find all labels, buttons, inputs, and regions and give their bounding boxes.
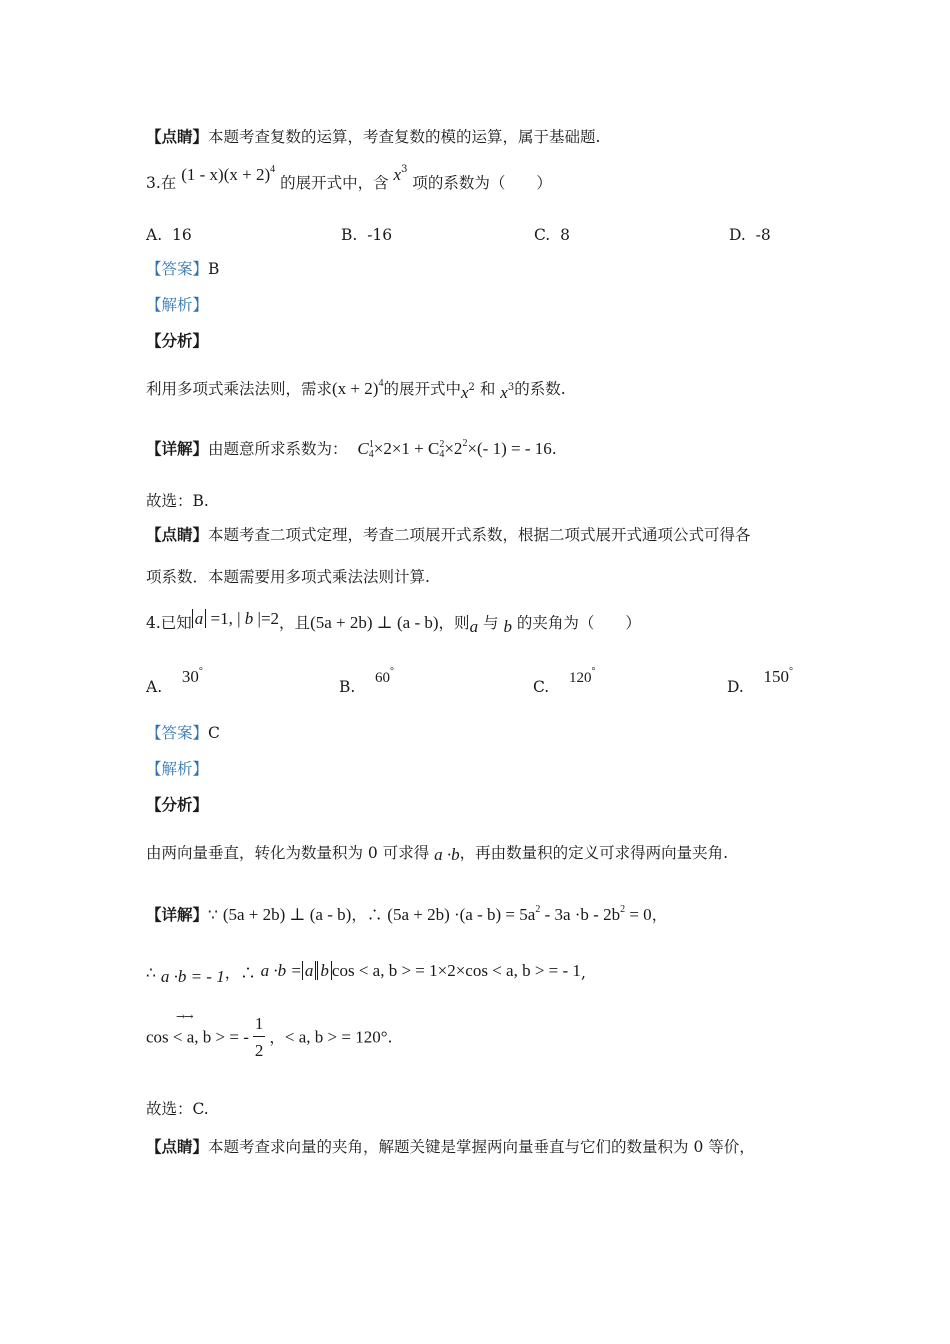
q4-tail: 的夹角为（ ） xyxy=(516,614,641,632)
option-value: -8 xyxy=(755,226,771,244)
fenxi-text-a: 由两向量垂直，转化为数量积为 0 可求得 xyxy=(146,844,430,862)
q4-number: 4.已知 xyxy=(146,614,192,632)
option-value xyxy=(375,666,395,686)
expansion-part2: - 3a ·b - 2b xyxy=(540,905,621,924)
dot-def-right: cos < a, b > = 1×2×cos < a, b > = - 1 xyxy=(331,961,581,980)
option-label: D. xyxy=(729,226,746,244)
q3-option-c xyxy=(534,224,570,246)
dot-def-left: a ·b = xyxy=(260,961,302,980)
point-text-1: 本题考查二项式定理，考查二项展开式系数，根据二项式展开式通项公式可得各 xyxy=(208,526,751,544)
option-label: B. xyxy=(341,226,358,244)
q3-analysis-tag: 【解析】 xyxy=(146,296,209,314)
fenxi-x2 xyxy=(461,384,475,402)
option-label: A. xyxy=(146,678,163,696)
degree-sign: ° xyxy=(198,666,203,677)
cos-expr: cos < a, b > = - xyxy=(146,1027,249,1047)
option-number: 30 xyxy=(181,667,199,686)
detail-c1-idx: 1 4 xyxy=(368,439,374,461)
fenxi-tag: 【分析】 xyxy=(146,331,209,350)
abs-a: a xyxy=(192,609,207,628)
cond2-value: =2 xyxy=(260,609,280,628)
detail-comma: ， xyxy=(351,906,367,924)
detail-formula-part3: ×(- 1) = - 16 xyxy=(467,439,552,458)
degree-sign: ° xyxy=(789,666,794,677)
detail-text: 由题意所求系数为： xyxy=(208,440,348,458)
option-number: 150 xyxy=(763,667,790,686)
point-text-1: 本题考查求向量的夹角，解题关键是掌握两向量垂直与它们的数量积为 0 等价， xyxy=(208,1138,755,1156)
fenxi-expr-base: (x + 2) xyxy=(332,379,379,398)
detail-perp: (5a + 2b) ⊥ (a - b) xyxy=(222,905,352,924)
because-sign: ∵ xyxy=(208,906,218,924)
expansion-part1: (5a + 2b) ·(a - b) = 5a xyxy=(387,905,536,924)
fenxi-expr xyxy=(332,379,383,398)
fraction-denominator: 2 xyxy=(254,1041,264,1060)
q4-and: ，且 xyxy=(279,614,311,632)
q4-answer xyxy=(146,722,220,744)
option-value: -16 xyxy=(367,226,393,244)
q3-stem-tail: 项的系数为（ ） xyxy=(412,174,552,192)
detail-exp: 2 xyxy=(462,438,468,449)
option-number: 60 xyxy=(375,670,391,686)
cond1-value: =1, xyxy=(210,609,233,628)
detail-end: . xyxy=(551,440,557,458)
q3-var-x: x xyxy=(393,165,402,184)
detail-formula xyxy=(357,438,552,461)
option-label: B. xyxy=(339,678,356,696)
q4-then: ，则 xyxy=(438,614,470,632)
q4-a: a xyxy=(469,617,479,636)
fenxi-x: x xyxy=(460,383,469,402)
fenxi-text-b: 的展开式中 xyxy=(383,380,461,398)
therefore-sign: ∴ xyxy=(146,964,156,982)
detail-tag: 【详解】 xyxy=(146,439,209,458)
therefore-sign: ∴ xyxy=(240,964,256,982)
detail-end-1: ， xyxy=(651,906,668,924)
degree-sign: ° xyxy=(591,666,596,677)
q4-option-c xyxy=(533,666,596,699)
q4-detail-line2 xyxy=(146,962,586,984)
q3-option-a xyxy=(146,224,192,246)
angle-result: < a, b > = 120° xyxy=(284,1027,388,1047)
q4-option-a xyxy=(146,666,203,698)
fenxi-x3 xyxy=(500,384,514,402)
q4-analysis-tag: 【解析】 xyxy=(146,760,209,778)
option-value xyxy=(182,667,203,686)
q4-perp: (5a + 2b) ⊥ (a - b) xyxy=(310,613,439,632)
fenxi-dot: a ·b xyxy=(434,845,460,864)
option-number: 120 xyxy=(568,670,592,686)
q4-cond1: a =1, | b |=2 xyxy=(192,609,279,628)
vector-arrows: →→ xyxy=(176,1010,193,1023)
exp-2b: 2 xyxy=(620,904,626,915)
detail-formula-part2: ×2 xyxy=(444,439,463,458)
q3-var xyxy=(394,166,408,184)
fenxi-text-b: ，再由数量积的定义可求得两向量夹角. xyxy=(459,844,729,862)
point-tag: 【点睛】 xyxy=(146,1137,209,1156)
q4-choose: 故选：C. xyxy=(146,1100,209,1118)
fraction-numerator: 1 xyxy=(253,1014,266,1037)
q4-fenxi-text xyxy=(146,842,728,864)
detail-expansion xyxy=(387,905,651,924)
option-value xyxy=(568,666,596,686)
q4-fenxi-tag xyxy=(146,794,208,816)
remark-text: 本题考查复数的运算，考查复数的模的运算，属于基础题. xyxy=(208,128,601,146)
q3-expr-exp: 4 xyxy=(270,164,276,175)
q3-expr-base: (1 - x)(x + 2) xyxy=(181,165,271,184)
detail-c1: C xyxy=(357,439,369,458)
detail-sep: ， xyxy=(269,1028,285,1047)
detail-c2-idx: 2 4 xyxy=(439,439,445,461)
q4-with: 与 xyxy=(483,614,499,632)
q3-choose: 故选：B. xyxy=(146,492,209,510)
q3-number: 3.在 xyxy=(146,174,177,192)
option-label: D. xyxy=(727,678,744,696)
q3-answer xyxy=(146,258,219,280)
answer-value: C xyxy=(208,724,220,742)
q3-point-line2: 项系数．本题需要用多项式乘法法则计算. xyxy=(146,568,430,586)
fenxi-text-d: 的系数. xyxy=(514,380,566,398)
answer-tag: 【答案】 xyxy=(146,260,209,278)
fenxi-x3-exp: 3 xyxy=(507,382,515,393)
fenxi-text-a: 利用多项式乘法法则，需求 xyxy=(146,380,333,398)
answer-value: B xyxy=(208,260,220,278)
fenxi-expr-exp: 4 xyxy=(378,378,384,389)
expansion-part3: = 0 xyxy=(625,905,652,924)
q3-expression xyxy=(181,165,275,184)
q3-stem-mid: 的展开式中，含 xyxy=(280,174,389,192)
q3-option-d xyxy=(729,224,771,246)
point-tag: 【点睛】 xyxy=(146,525,209,544)
q3-point-line1 xyxy=(146,524,751,546)
option-value xyxy=(764,667,794,686)
option-label: C. xyxy=(534,226,551,244)
q3-fenxi-text xyxy=(146,378,566,400)
abs-a: a xyxy=(302,961,317,980)
dot-def xyxy=(261,961,581,980)
q4-stem xyxy=(146,609,641,636)
answer-tag: 【答案】 xyxy=(146,724,209,742)
p2-remark xyxy=(146,126,600,148)
option-value: 16 xyxy=(171,226,192,244)
detail-tag: 【详解】 xyxy=(146,905,209,924)
q3-var-exp: 3 xyxy=(401,164,408,175)
degree-sign: ° xyxy=(390,666,395,677)
dot-product-value: a ·b = - 1 xyxy=(160,967,225,986)
option-label: C. xyxy=(533,678,550,696)
abs-b: b xyxy=(244,609,254,628)
q4-point-line1 xyxy=(146,1136,755,1158)
fenxi-tag: 【分析】 xyxy=(146,795,209,814)
remark-tag: 【点睛】 xyxy=(146,127,209,146)
fenxi-text-c: 和 xyxy=(479,380,496,398)
q3-stem xyxy=(146,164,552,194)
q4-option-b xyxy=(339,666,395,699)
q3-option-b xyxy=(341,224,392,246)
abs-b: b xyxy=(317,961,332,980)
q4-option-d xyxy=(727,666,794,698)
fraction-half xyxy=(253,1014,266,1061)
therefore-sign: ∴ xyxy=(366,906,383,924)
detail-end-2: , xyxy=(580,964,586,982)
q4-detail-line3 xyxy=(146,1014,392,1070)
q4-b: b xyxy=(503,617,512,636)
detail-formula-part1: ×2×1 + C xyxy=(373,439,440,458)
q3-detail xyxy=(146,438,557,460)
fenxi-x: x xyxy=(500,383,508,402)
q4-detail-line1 xyxy=(146,904,667,926)
q3-fenxi-tag xyxy=(146,330,208,352)
option-label: A. xyxy=(146,226,163,244)
detail-end-3: . xyxy=(387,1028,393,1047)
fenxi-x2-exp: 2 xyxy=(468,382,475,393)
option-value: 8 xyxy=(560,226,570,244)
detail-sep: ， xyxy=(224,964,241,982)
exp-2a: 2 xyxy=(535,904,541,915)
